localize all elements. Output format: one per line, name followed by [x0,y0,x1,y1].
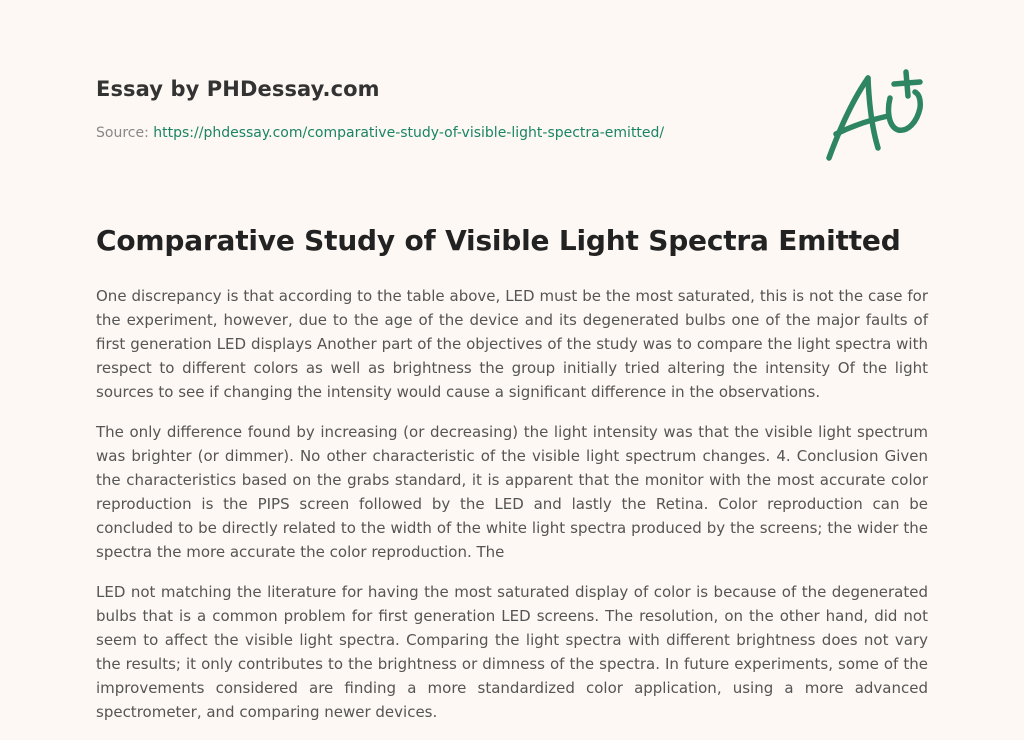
source-link[interactable]: https://phdessay.com/comparative-study-of-visible-light-spectra-emitted/ [153,125,665,141]
site-brand: Essay by PHDessay.com [96,77,380,101]
source-label: Source: [96,125,149,141]
page-title: Comparative Study of Visible Light Spectra Emitted [96,224,901,257]
article-body [96,284,928,740]
a-plus-logo-icon [820,66,930,166]
source-line [96,125,664,141]
body-paragraph: The only difference found by increasing (or decreasing) the light intensity was that the visible light spectrum was brighter (or dimmer). No other characteristic of the visible light spectrum changes. 4. Conclusion Given the characteristics based on the grabs standard, it is apparent that the monitor with the most accurate color reproduction is the PIPS screen followed by the LED and lastly the Retina. Color reproduction can be concluded to be directly related to the width of the white light spectra produced by the screens; the wider the spectra the more accurate the color reproduction. The [96,423,928,561]
body-paragraph: One discrepancy is that according to the table above, LED must be the most saturated, this is not the case for the experiment, however, due to the age of the device and its degenerated bulbs one of the major faults of first generation LED displays Another part of the objectives of the study was to compare the light spectra with respect to different colors as well as brightness the group initially tried altering the intensity Of the light sources to see if changing the intensity would cause a significant difference in the observations. [96,287,928,401]
body-paragraph: LED not matching the literature for having the most saturated display of color is because of the degenerated bulbs that is a common problem for first generation LED screens. The resolution, on the other hand, did not seem to affect the visible light spectra. Comparing the light spectra with different brightness does not vary the results; it only contributes to the brightness or dimness of the spectra. In future experiments, some of the improvements considered are finding a more standardized color application, using a more advanced spectrometer, and comparing newer devices. [96,583,928,721]
